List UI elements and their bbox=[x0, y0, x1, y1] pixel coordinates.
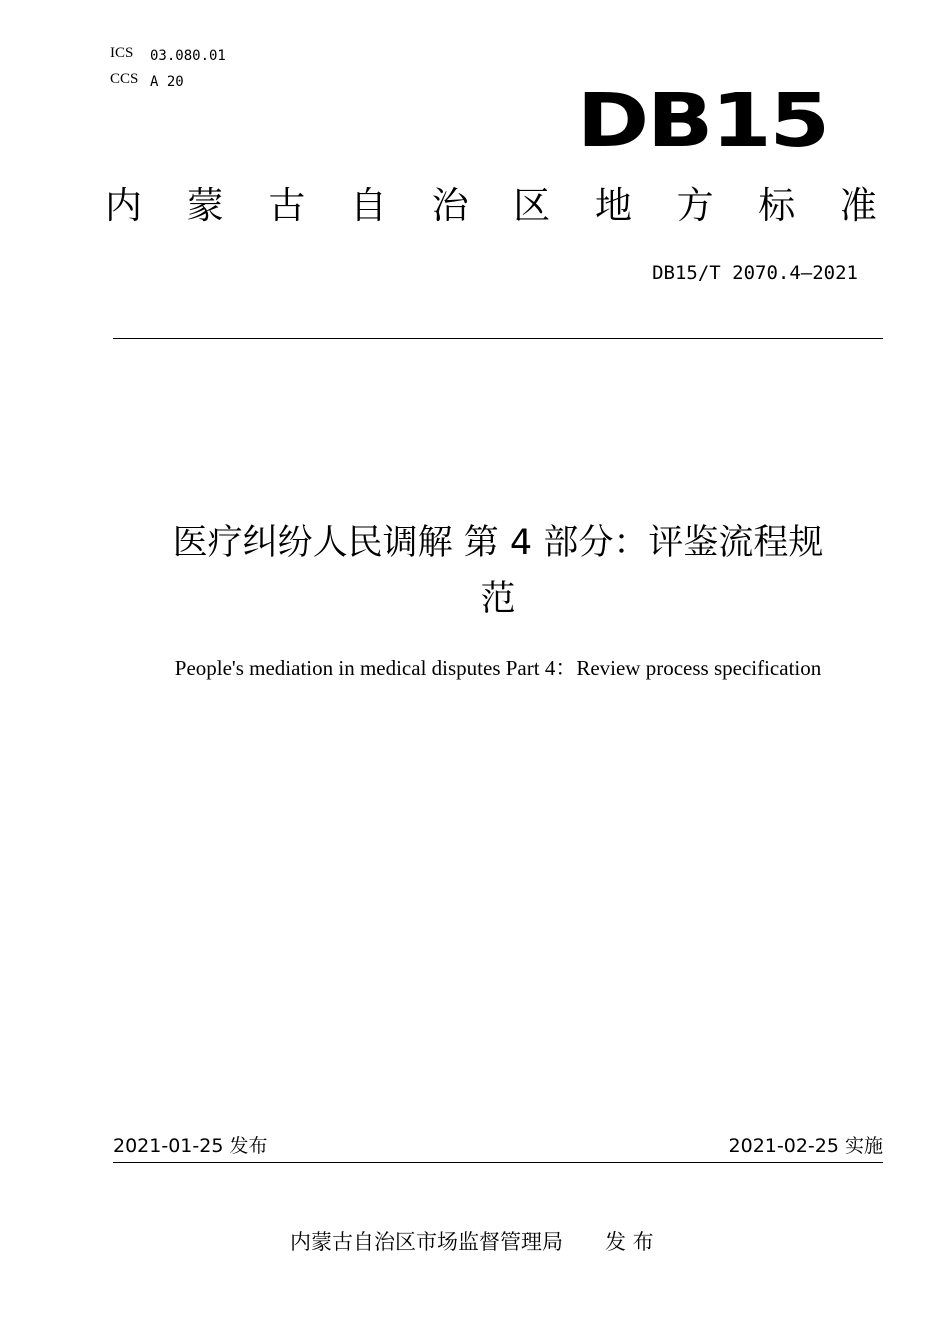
title-en: People's mediation in medical disputes Part 4：Review process specification bbox=[174, 656, 822, 680]
title-cn-line1: 医疗纠纷人民调解 第 4 部分：评鉴流程规 bbox=[172, 523, 824, 563]
header-char: 治 bbox=[431, 184, 469, 227]
header-char: 古 bbox=[268, 184, 306, 227]
ics-value: 03.080.01 bbox=[150, 48, 226, 64]
publish-date: 2021-01-25 发布 bbox=[113, 1135, 268, 1157]
db15-logo: DB15 bbox=[576, 78, 828, 164]
issuer-name: 内蒙古自治区市场监督管理局 bbox=[290, 1230, 563, 1254]
header-char: 蒙 bbox=[186, 184, 224, 227]
issuer-action: 发 布 bbox=[605, 1230, 654, 1254]
header-char: 区 bbox=[513, 184, 551, 227]
header-char: 内 bbox=[105, 184, 142, 227]
standard-number: DB15/T 2070.4—2021 bbox=[652, 262, 858, 284]
title-cn-line2: 范 bbox=[480, 579, 516, 619]
implement-date: 2021-02-25 实施 bbox=[728, 1135, 883, 1157]
ccs-label: CCS bbox=[110, 71, 139, 87]
top-divider bbox=[113, 338, 883, 339]
ics-label: ICS bbox=[110, 45, 134, 61]
header-char: 地 bbox=[594, 184, 632, 227]
ccs-value: A 20 bbox=[150, 74, 184, 90]
issuer-line bbox=[290, 1229, 654, 1255]
header-char: 标 bbox=[758, 184, 796, 227]
header-char: 方 bbox=[676, 184, 714, 227]
bottom-divider bbox=[113, 1162, 883, 1163]
header-char: 自 bbox=[349, 184, 387, 227]
standard-category-header bbox=[105, 184, 877, 228]
header-char: 准 bbox=[839, 184, 877, 227]
